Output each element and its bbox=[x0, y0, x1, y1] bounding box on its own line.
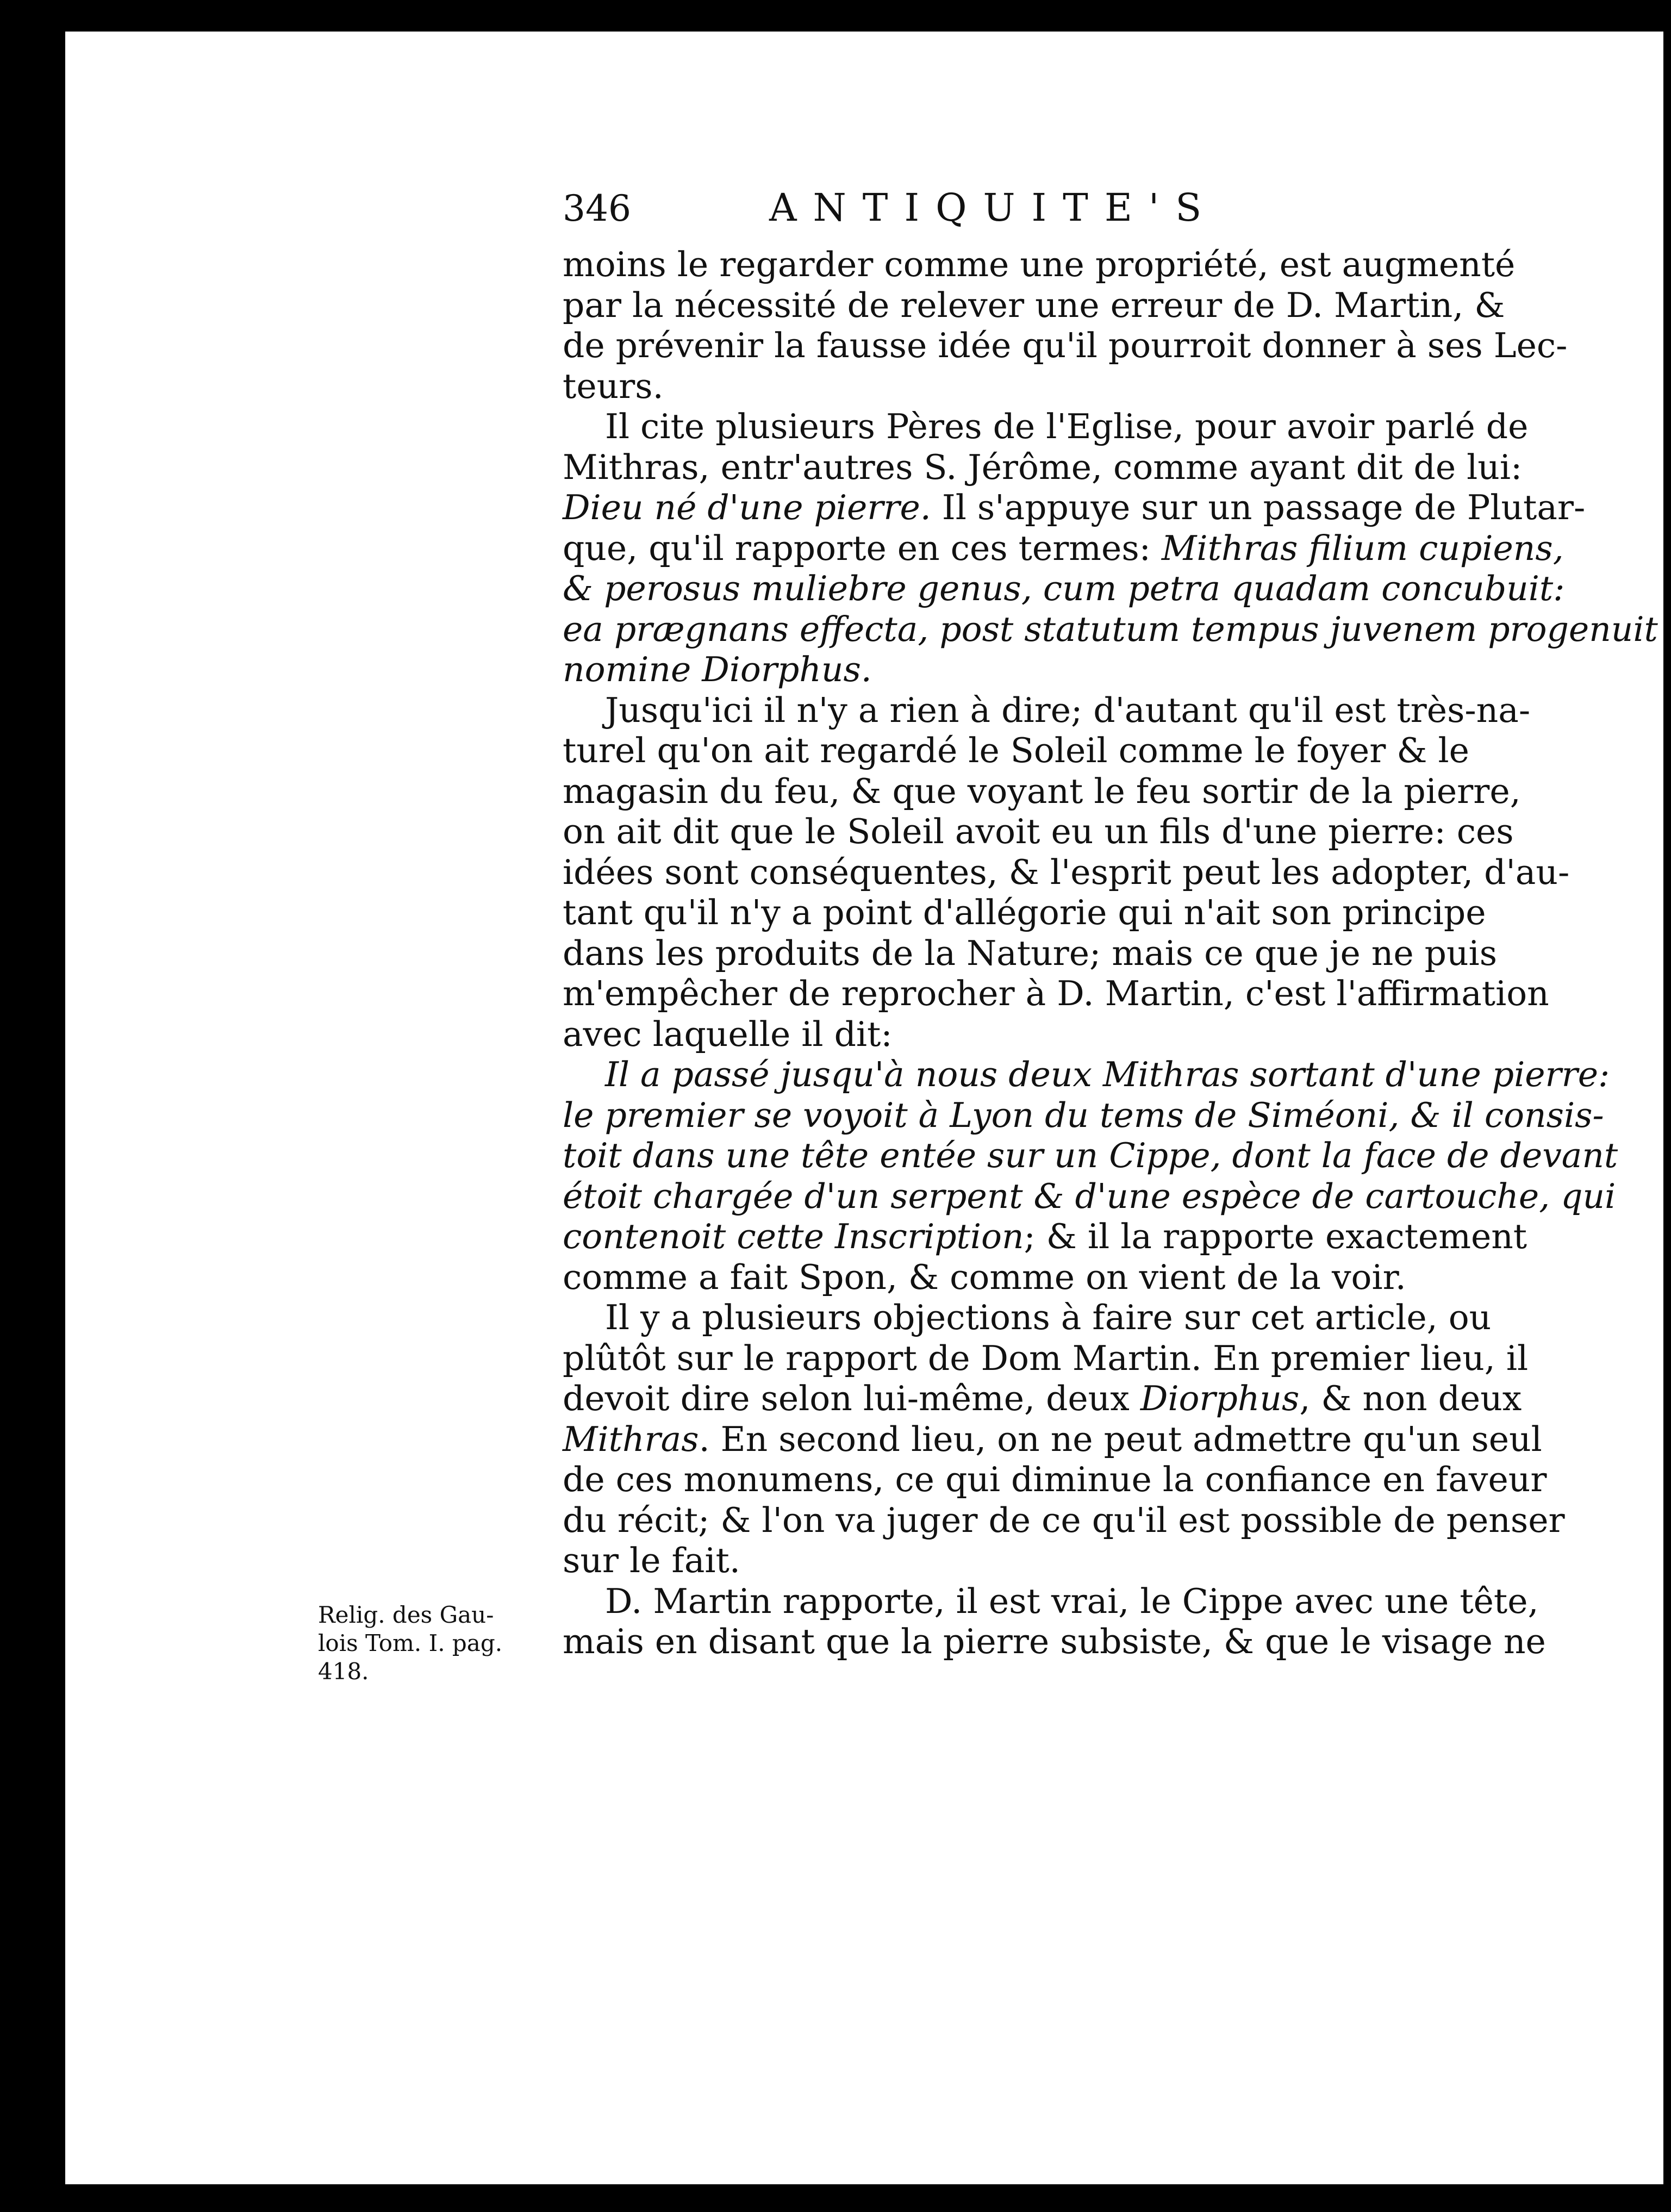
text-line: comme a fait Spon, & comme on vient de la voir. bbox=[563, 1257, 1406, 1297]
text-line: on ait dit que le Soleil avoit eu un fils d'une pierre: ces bbox=[563, 812, 1514, 851]
text-line: plûtôt sur le rapport de Dom Martin. En premier lieu, il bbox=[563, 1338, 1529, 1378]
text-line: de prévenir la fausse idée qu'il pourroit donner à ses Lec- bbox=[563, 326, 1568, 365]
page-header bbox=[563, 185, 1237, 247]
text-line bbox=[563, 528, 1564, 569]
text-run: . En second lieu, on ne peut admettre qu'un seul bbox=[699, 1419, 1542, 1459]
latin-quote-line: ea prægnans effecta, post statutum tempus juvenem progenuit bbox=[563, 609, 1658, 649]
text-line: magasin du feu, & que voyant le feu sortir de la pierre, bbox=[563, 771, 1521, 811]
text-line: teurs. bbox=[563, 366, 664, 406]
text-line: idées sont conséquentes, & l'esprit peut les adopter, d'au- bbox=[563, 852, 1570, 892]
text-line: Il cite plusieurs Pères de l'Eglise, pour avoir parlé de bbox=[605, 407, 1529, 446]
text-line: Mithras, entr'autres S. Jérôme, comme ayant dit de lui: bbox=[563, 447, 1523, 487]
text-line: m'empêcher de reprocher à D. Martin, c'est l'affirmation bbox=[563, 974, 1549, 1013]
margin-note-line: lois Tom. I. pag. bbox=[318, 1630, 503, 1656]
text-line: mais en disant que la pierre subsiste, & que le visage ne bbox=[563, 1622, 1546, 1661]
text-line: de ces monumens, ce qui diminue la confiance en faveur bbox=[563, 1460, 1547, 1499]
text-line: dans les produits de la Nature; mais ce que je ne puis bbox=[563, 933, 1498, 973]
text-line bbox=[563, 1379, 1522, 1419]
text-run: ; & il la rapporte exactement bbox=[1024, 1217, 1527, 1256]
latin-quote-line: & perosus muliebre genus, cum petra quadam concubuit: bbox=[563, 569, 1565, 608]
text-run: que, qu'il rapporte en ces termes: bbox=[563, 528, 1151, 568]
text-line: moins le regarder comme une propriété, est augmenté bbox=[563, 245, 1516, 284]
text-line: Il y a plusieurs objections à faire sur cet article, ou bbox=[605, 1298, 1492, 1337]
quote-line: Il a passé jusqu'à nous deux Mithras sortant d'une pierre: bbox=[605, 1055, 1610, 1094]
text-run: Il s'appuye sur un passage de Plutar- bbox=[942, 488, 1586, 527]
quote-line: le premier se voyoit à Lyon du tems de Siméoni, & il consis- bbox=[563, 1095, 1604, 1135]
body-text bbox=[563, 245, 1658, 1662]
italic-quote: Dieu né d'une pierre. bbox=[563, 488, 931, 527]
margin-note-line: 418. bbox=[318, 1658, 369, 1685]
latin-quote-line: nomine Diorphus. bbox=[563, 650, 872, 689]
text-line: turel qu'on ait regardé le Soleil comme le foyer & le bbox=[563, 731, 1469, 770]
text-line: avec laquelle il dit: bbox=[563, 1014, 893, 1054]
text-line: sur le fait. bbox=[563, 1541, 740, 1580]
page-number: 346 bbox=[563, 188, 631, 229]
text-line: Jusqu'ici il n'y a rien à dire; d'autant qu'il est très-na- bbox=[605, 690, 1531, 730]
italic-name: Mithras bbox=[563, 1419, 699, 1459]
text-line bbox=[563, 1217, 1527, 1257]
text-line: par la nécessité de relever une erreur de D. Martin, & bbox=[563, 285, 1505, 325]
text-run: , & non deux bbox=[1299, 1379, 1522, 1418]
running-head: ANTIQUITE'S bbox=[769, 185, 1218, 230]
text-line bbox=[563, 1419, 1542, 1460]
text-line: du récit; & l'on va juger de ce qu'il est possible de penser bbox=[563, 1500, 1565, 1540]
text-line: tant qu'il n'y a point d'allégorie qui n'ait son principe bbox=[563, 893, 1486, 932]
text-line: D. Martin rapporte, il est vrai, le Cippe avec une tête, bbox=[605, 1581, 1539, 1621]
margin-note-line: Relig. des Gau- bbox=[318, 1602, 494, 1628]
quote-line: toit dans une tête entée sur un Cippe, dont la face de devant bbox=[563, 1136, 1618, 1175]
quote-run: contenoit cette Inscription bbox=[563, 1217, 1024, 1256]
latin-quote: Mithras filium cupiens, bbox=[1161, 528, 1564, 568]
italic-name: Diorphus bbox=[1140, 1379, 1300, 1418]
text-line bbox=[563, 488, 1586, 528]
quote-line: étoit chargée d'un serpent & d'une espèce de cartouche, qui bbox=[563, 1176, 1616, 1216]
margin-note bbox=[318, 1601, 546, 1686]
text-run: devoit dire selon lui-même, deux bbox=[563, 1379, 1130, 1418]
